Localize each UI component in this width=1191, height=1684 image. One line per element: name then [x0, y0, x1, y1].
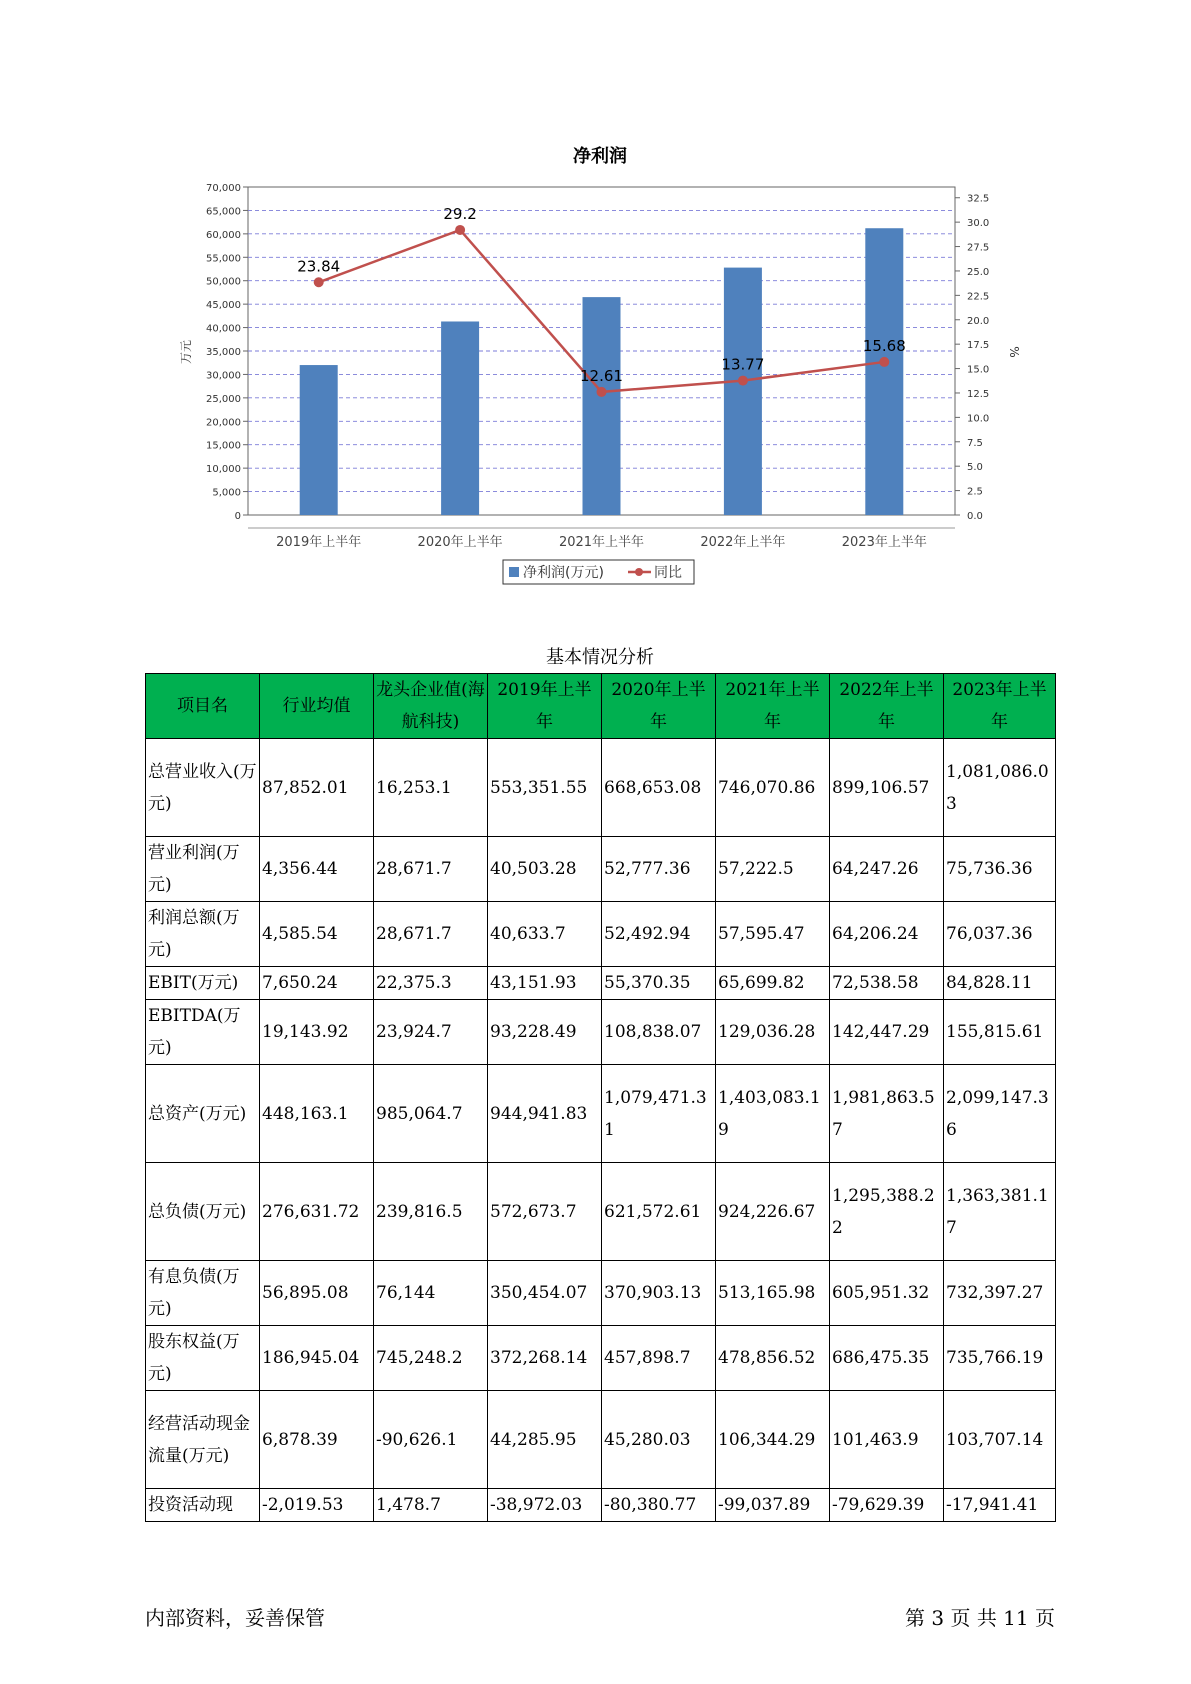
- table-cell: 370,903.13: [602, 1261, 716, 1326]
- table-row: [146, 837, 1056, 902]
- footer-confidential: 内部资料，妥善保管: [145, 1606, 325, 1630]
- y-axis-label: 万元: [179, 339, 193, 365]
- y2-tick-label: 20.0: [967, 315, 990, 327]
- table-cell: 478,856.52: [716, 1326, 830, 1391]
- table-row: [146, 967, 1056, 1000]
- data-label: 13.77: [721, 355, 765, 374]
- bar: [724, 268, 762, 515]
- table-cell: 745,248.2: [374, 1326, 488, 1391]
- y-tick-label: 30,000: [206, 370, 241, 382]
- table-cell: 108,838.07: [602, 1000, 716, 1065]
- table-cell: 64,247.26: [830, 837, 944, 902]
- row-label: 股东权益(万元): [146, 1326, 260, 1391]
- table-cell: 103,707.14: [944, 1391, 1056, 1489]
- table-cell: 448,163.1: [260, 1065, 374, 1163]
- y-tick-label: 10,000: [206, 464, 241, 476]
- x-tick-label: 2023年上半年: [841, 535, 927, 550]
- table-cell: 84,828.11: [944, 967, 1056, 1000]
- table-cell: 44,285.95: [488, 1391, 602, 1489]
- table-cell: 45,280.03: [602, 1391, 716, 1489]
- table-cell: -79,629.39: [830, 1489, 944, 1522]
- y-tick-label: 60,000: [206, 229, 241, 241]
- x-tick-label: 2022年上半年: [700, 535, 786, 550]
- y-tick-label: 25,000: [206, 393, 241, 405]
- bar: [583, 297, 621, 515]
- table-cell: 64,206.24: [830, 902, 944, 967]
- table-cell: 57,222.5: [716, 837, 830, 902]
- yoy-point: [314, 277, 324, 287]
- y2-tick-label: 0.0: [967, 511, 983, 522]
- table-cell: 572,673.7: [488, 1163, 602, 1261]
- table-cell: 87,852.01: [260, 739, 374, 837]
- y2-tick-label: 32.5: [967, 193, 990, 205]
- row-label: 总营业收入(万元): [146, 739, 260, 837]
- y-tick-label: 15,000: [206, 440, 241, 452]
- table-cell: 72,538.58: [830, 967, 944, 1000]
- table-cell: 1,981,863.57: [830, 1065, 944, 1163]
- column-header: 2023年上半年: [944, 674, 1056, 739]
- row-label: 总资产(万元): [146, 1065, 260, 1163]
- table-cell: 686,475.35: [830, 1326, 944, 1391]
- chart-title: 净利润: [573, 146, 627, 167]
- bar: [441, 321, 479, 515]
- y2-tick-label: 12.5: [967, 388, 990, 400]
- table-cell: 93,228.49: [488, 1000, 602, 1065]
- table-row: [146, 1163, 1056, 1261]
- y-tick-label: 40,000: [206, 323, 241, 335]
- table-cell: 6,878.39: [260, 1391, 374, 1489]
- table-row: [146, 1065, 1056, 1163]
- y-tick-label: 50,000: [206, 276, 241, 288]
- net-profit-chart: [0, 0, 1191, 600]
- table-cell: -38,972.03: [488, 1489, 602, 1522]
- table-cell: 239,816.5: [374, 1163, 488, 1261]
- data-label: 12.61: [580, 366, 623, 385]
- x-tick-label: 2020年上半年: [417, 535, 503, 550]
- y2-tick-label: 17.5: [967, 340, 990, 352]
- y2-tick-label: 22.5: [967, 291, 990, 303]
- chart-legend: [503, 560, 694, 584]
- column-header: 2021年上半年: [716, 674, 830, 739]
- y-tick-label: 55,000: [206, 253, 241, 265]
- table-cell: 350,454.07: [488, 1261, 602, 1326]
- row-label: 利润总额(万元): [146, 902, 260, 967]
- table-header-row: [146, 674, 1056, 739]
- table-cell: 1,478.7: [374, 1489, 488, 1522]
- table-cell: 1,081,086.03: [944, 739, 1056, 837]
- table-cell: -17,941.41: [944, 1489, 1056, 1522]
- table-cell: 28,671.7: [374, 837, 488, 902]
- table-cell: 19,143.92: [260, 1000, 374, 1065]
- y2-tick-label: 27.5: [967, 242, 990, 254]
- table-cell: 129,036.28: [716, 1000, 830, 1065]
- column-header: 行业均值: [260, 674, 374, 739]
- legend-bar-label: 净利润(万元): [523, 565, 604, 581]
- table-cell: 2,099,147.36: [944, 1065, 1056, 1163]
- y2-tick-label: 10.0: [967, 413, 990, 425]
- y-tick-label: 45,000: [206, 300, 241, 312]
- legend-bar-swatch: [509, 567, 519, 577]
- yoy-point: [879, 357, 889, 367]
- row-label: 有息负债(万元): [146, 1261, 260, 1326]
- table-cell: 43,151.93: [488, 967, 602, 1000]
- table-row: [146, 1489, 1056, 1522]
- table-cell: 372,268.14: [488, 1326, 602, 1391]
- table-cell: 76,037.36: [944, 902, 1056, 967]
- bar: [300, 365, 338, 515]
- table-row: [146, 739, 1056, 837]
- table-cell: 155,815.61: [944, 1000, 1056, 1065]
- row-label: 总负债(万元): [146, 1163, 260, 1261]
- row-label: 经营活动现金流量(万元): [146, 1391, 260, 1489]
- table-row: [146, 902, 1056, 967]
- y2-tick-label: 5.0: [967, 462, 983, 474]
- table-cell: 40,633.7: [488, 902, 602, 967]
- row-label: 营业利润(万元): [146, 837, 260, 902]
- column-header: 龙头企业值(海航科技): [374, 674, 488, 739]
- table-cell: 605,951.32: [830, 1261, 944, 1326]
- data-label: 23.84: [297, 257, 341, 276]
- y-tick-label: 35,000: [206, 347, 241, 358]
- table-row: [146, 1326, 1056, 1391]
- table-cell: 101,463.9: [830, 1391, 944, 1489]
- basic-analysis-table: [145, 673, 1056, 1522]
- legend-line-label: 同比: [654, 565, 682, 581]
- table-cell: 22,375.3: [374, 967, 488, 1000]
- data-label: 15.68: [862, 336, 906, 355]
- table-cell: 899,106.57: [830, 739, 944, 837]
- table-cell: 553,351.55: [488, 739, 602, 837]
- data-label: 29.2: [443, 204, 477, 223]
- table-cell: 276,631.72: [260, 1163, 374, 1261]
- y-tick-label: 0: [234, 511, 241, 522]
- y-tick-label: 70,000: [206, 183, 241, 194]
- table-cell: 23,924.7: [374, 1000, 488, 1065]
- row-label: EBIT(万元): [146, 967, 260, 1000]
- table-row: [146, 1391, 1056, 1489]
- footer-page-number: 第 3 页 共 11 页: [905, 1606, 1055, 1630]
- table-cell: 1,403,083.19: [716, 1065, 830, 1163]
- table-cell: 186,945.04: [260, 1326, 374, 1391]
- table-caption: 基本情况分析: [546, 647, 654, 668]
- table-cell: 76,144: [374, 1261, 488, 1326]
- table-cell: 457,898.7: [602, 1326, 716, 1391]
- y2-axis-label: %: [1007, 346, 1021, 358]
- column-header: 项目名: [146, 674, 260, 739]
- table-row: [146, 1261, 1056, 1326]
- x-tick-label: 2019年上半年: [276, 535, 362, 550]
- table-cell: 735,766.19: [944, 1326, 1056, 1391]
- table-cell: 56,895.08: [260, 1261, 374, 1326]
- table-cell: -2,019.53: [260, 1489, 374, 1522]
- table-cell: 142,447.29: [830, 1000, 944, 1065]
- table-cell: 732,397.27: [944, 1261, 1056, 1326]
- yoy-point: [455, 225, 465, 235]
- table-cell: 4,356.44: [260, 837, 374, 902]
- y-tick-label: 20,000: [206, 417, 241, 429]
- row-label: EBITDA(万元): [146, 1000, 260, 1065]
- y2-tick-label: 15.0: [967, 364, 990, 376]
- table-cell: 513,165.98: [716, 1261, 830, 1326]
- column-header: 2022年上半年: [830, 674, 944, 739]
- table-cell: 944,941.83: [488, 1065, 602, 1163]
- table-cell: -90,626.1: [374, 1391, 488, 1489]
- bar: [865, 228, 903, 515]
- table-cell: -80,380.77: [602, 1489, 716, 1522]
- table-cell: 106,344.29: [716, 1391, 830, 1489]
- table-cell: -99,037.89: [716, 1489, 830, 1522]
- yoy-point: [738, 376, 748, 386]
- table-cell: 746,070.86: [716, 739, 830, 837]
- y2-tick-label: 2.5: [967, 486, 983, 498]
- y2-tick-label: 30.0: [967, 218, 990, 230]
- y2-tick-label: 7.5: [967, 437, 983, 449]
- table-cell: 621,572.61: [602, 1163, 716, 1261]
- table-cell: 1,295,388.22: [830, 1163, 944, 1261]
- table-cell: 65,699.82: [716, 967, 830, 1000]
- table-cell: 52,777.36: [602, 837, 716, 902]
- table-cell: 985,064.7: [374, 1065, 488, 1163]
- table-cell: 7,650.24: [260, 967, 374, 1000]
- row-label: 投资活动现: [146, 1489, 260, 1522]
- table-cell: 55,370.35: [602, 967, 716, 1000]
- table-cell: 28,671.7: [374, 902, 488, 967]
- table-cell: 57,595.47: [716, 902, 830, 967]
- table-cell: 52,492.94: [602, 902, 716, 967]
- y2-tick-label: 25.0: [967, 266, 990, 278]
- x-tick-label: 2021年上半年: [558, 535, 645, 550]
- table-cell: 668,653.08: [602, 739, 716, 837]
- y-tick-label: 65,000: [206, 206, 241, 218]
- yoy-point: [597, 387, 607, 397]
- table-cell: 924,226.67: [716, 1163, 830, 1261]
- table-cell: 16,253.1: [374, 739, 488, 837]
- column-header: 2020年上半年: [602, 674, 716, 739]
- table-cell: 40,503.28: [488, 837, 602, 902]
- table-row: [146, 1000, 1056, 1065]
- table-cell: 75,736.36: [944, 837, 1056, 902]
- column-header: 2019年上半年: [488, 674, 602, 739]
- y-tick-label: 5,000: [212, 487, 241, 499]
- legend-line-marker: [635, 568, 643, 576]
- table-cell: 1,079,471.31: [602, 1065, 716, 1163]
- table-cell: 1,363,381.17: [944, 1163, 1056, 1261]
- table-cell: 4,585.54: [260, 902, 374, 967]
